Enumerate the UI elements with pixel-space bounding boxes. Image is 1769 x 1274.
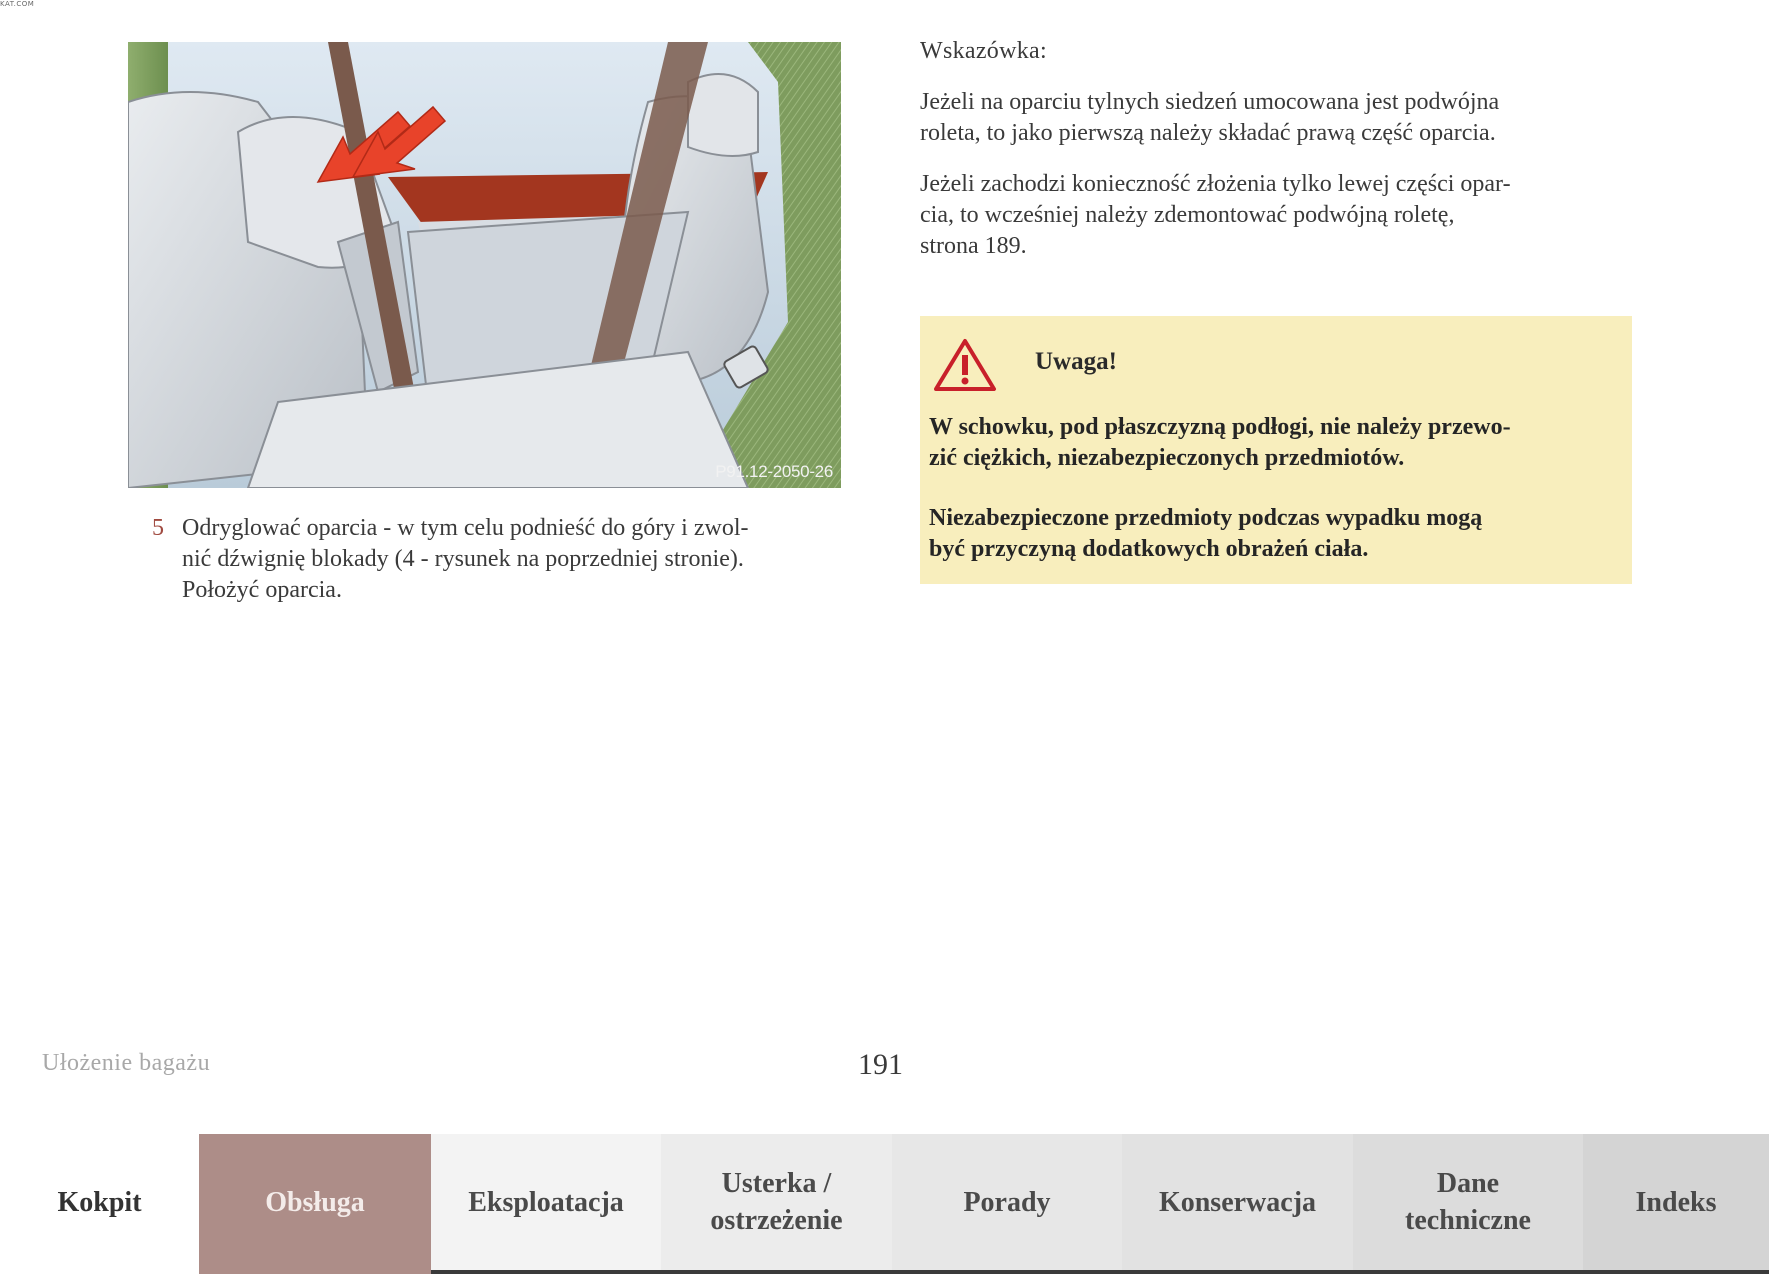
tab-konserwacja[interactable]: Konserwacja [1122,1134,1353,1274]
warning-text-1 [929,412,1619,474]
tab-dane-techniczne[interactable]: Dane techniczne [1353,1134,1583,1274]
tab-indeks[interactable]: Indeks [1583,1134,1769,1274]
figure-code: P91.12-2050-26 [715,462,833,481]
warning-t1-line1: W schowku, pod płaszczyzną podłogi, nie należy przewo- [929,414,1511,440]
tab-obsluga[interactable]: Obsługa [199,1134,431,1274]
note-paragraph-2 [920,169,1632,262]
step-line-3: Położyć oparcia. [182,577,342,603]
car-interior-drawing [128,42,841,488]
note-paragraph-1 [920,87,1632,149]
warning-title: Uwaga! [1035,348,1117,375]
tab-eksploatacja[interactable]: Eksploatacja [431,1134,661,1274]
warning-triangle-icon [933,337,997,398]
page-number: 191 [858,1048,903,1081]
warning-t2-line1: Niezabezpieczone przedmioty podczas wypadku mogą [929,505,1483,531]
front-headrest [688,74,758,156]
step-line-2: nić dźwignię blokady (4 - rysunek na poprzedniej stronie). [182,546,744,572]
watermark: KAT.COM [0,0,35,8]
rear-seat-illustration [128,42,841,488]
tab-porady[interactable]: Porady [892,1134,1122,1274]
warning-t2-line2: być przyczyną dodatkowych obrażeń ciała. [929,536,1369,562]
note-p2-line2: cia, to wcześniej należy zdemontować podwójną roletę, [920,202,1455,228]
tab-usterka[interactable]: Usterka / ostrzeżenie [661,1134,892,1274]
section-title: Ułożenie bagażu [42,1050,211,1076]
chapter-nav [0,1134,1769,1274]
step-number: 5 [152,515,164,541]
note-p1-line1: Jeżeli na oparciu tylnych siedzeń umocowana jest podwójna [920,89,1500,115]
note-p2-line1: Jeżeli zachodzi konieczność złożenia tylko lewej części opar- [920,171,1511,197]
note-p1-line2: roleta, to jako pierwszą należy składać prawą część oparcia. [920,120,1496,146]
note-section [920,36,1632,282]
tab-kokpit[interactable]: Kokpit [0,1134,199,1274]
warning-text-2 [929,503,1619,565]
step-line-1: Odryglować oparcia - w tym celu podnieść do góry i zwol- [182,515,749,541]
warning-box [920,316,1632,584]
step-instruction [152,513,842,606]
note-p2-line3: strona 189. [920,233,1027,259]
note-heading: Wskazówka: [920,38,1047,64]
warning-t1-line2: zić ciężkich, niezabezpieczonych przedmiotów. [929,445,1405,471]
